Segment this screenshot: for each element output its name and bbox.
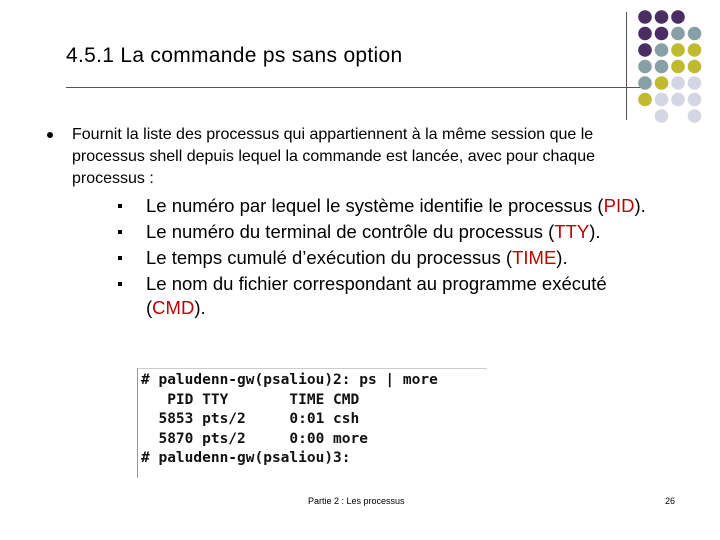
page-number: 26 <box>665 496 676 506</box>
decorative-dot <box>655 93 669 107</box>
decorative-dot <box>671 76 685 90</box>
page-title: 4.5.1 La commande ps sans option <box>66 44 403 67</box>
term-time: TIME <box>512 247 557 268</box>
title-underline <box>66 87 640 88</box>
decorative-dot <box>671 93 685 107</box>
decorative-dot <box>638 93 652 107</box>
decorative-dot <box>655 10 669 24</box>
footer-text: Partie 2 : Les processus <box>308 496 405 506</box>
decorative-dot <box>688 109 702 123</box>
main-bullet-text: Fournit la liste des processus qui appartiennent à la même session que le processus shell depuis lequel la commande est lancée, avec pour chaque processus : <box>72 126 595 187</box>
list-item: Le temps cumulé d’exécution du processus (TIME). <box>118 246 648 270</box>
decorative-dot <box>638 10 652 24</box>
field-list <box>118 194 648 322</box>
term-cmd: CMD <box>152 297 195 318</box>
vertical-divider <box>626 12 627 120</box>
decorative-dot <box>638 27 652 41</box>
decorative-dot <box>688 93 702 107</box>
decorative-dot <box>671 60 685 74</box>
decorative-dot <box>638 76 652 90</box>
decorative-dot <box>638 60 652 74</box>
decorative-dot <box>688 27 702 41</box>
decorative-dot <box>655 43 669 57</box>
decorative-dot <box>671 43 685 57</box>
decorative-dot <box>671 10 685 24</box>
decorative-dot <box>655 60 669 74</box>
square-bullet-icon <box>118 230 122 234</box>
bullet-dot <box>47 132 53 138</box>
decorative-dot <box>655 109 669 123</box>
terminal-line: 5853 pts/2 0:01 csh <box>141 411 360 427</box>
list-item: Le numéro par lequel le système identifie le processus (PID). <box>118 194 648 218</box>
decorative-dot <box>688 60 702 74</box>
decorative-dot <box>638 43 652 57</box>
terminal-line: 5870 pts/2 0:00 more <box>141 430 368 447</box>
decorative-dot <box>688 43 702 57</box>
decorative-dot <box>655 27 669 41</box>
decorative-dot <box>671 27 685 41</box>
terminal-line: # paludenn-gw(psaliou)2: ps | more <box>141 372 438 388</box>
term-tty: TTY <box>554 221 590 242</box>
decorative-dot <box>655 76 669 90</box>
square-bullet-icon <box>118 204 122 208</box>
decorative-dot <box>688 76 702 90</box>
terminal-output <box>137 368 487 478</box>
list-item: Le nom du fichier correspondant au programme exécuté (CMD). <box>118 272 648 320</box>
terminal-line: PID TTY TIME CMD <box>141 391 360 408</box>
term-pid: PID <box>603 195 635 216</box>
square-bullet-icon <box>118 282 122 286</box>
list-item: Le numéro du terminal de contrôle du processus (TTY). <box>118 220 648 244</box>
square-bullet-icon <box>118 256 122 260</box>
terminal-line: # paludenn-gw(psaliou)3: <box>141 450 351 466</box>
